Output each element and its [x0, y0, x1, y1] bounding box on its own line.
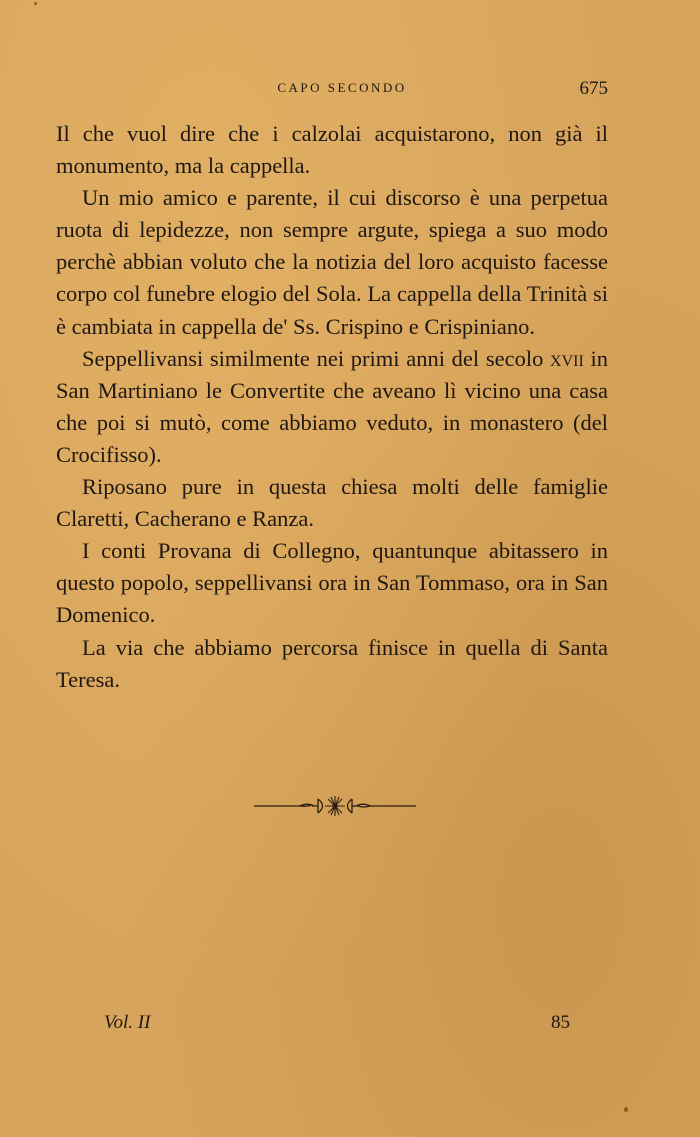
- paragraph-3-start: Seppellivansi similmente nei primi anni del secolo: [82, 345, 551, 371]
- century-numeral: xvii: [550, 345, 584, 371]
- paragraph-3: [56, 343, 608, 471]
- paper-speck: [624, 1107, 628, 1112]
- signature-mark: 85: [551, 1012, 570, 1033]
- paragraph-4: Riposano pure in questa chiesa molti delle famiglie Claretti, Cacherano e Ranza.: [56, 474, 608, 532]
- body-text: [56, 118, 608, 696]
- volume-label: Vol. II: [104, 1012, 151, 1033]
- page-number: 675: [579, 78, 608, 99]
- page-header: [56, 78, 608, 100]
- decorative-rule-icon: [252, 793, 418, 819]
- running-head: CAPO SECONDO: [277, 80, 407, 95]
- paragraph-3-end: in San Martiniano le Convertite che aveano lì vicino una casa che poi si mutò, come abbiamo veduto, in monastero (del Crocifisso).: [56, 345, 608, 467]
- paragraph-5: I conti Provana di Collegno, quantunque abitassero in questo popolo, seppellivansi ora in San Tommaso, ora in San Domenico.: [56, 538, 608, 628]
- paragraph-6: La via che abbiamo percorsa finisce in quella di Santa Teresa.: [56, 634, 608, 692]
- paragraph-2: Un mio amico e parente, il cui discorso è una perpetua ruota di lepidezze, non sempre argute, spiega a suo modo perchè abbian voluto che la notizia del loro acquisto facesse corpo col funebre elogio del Sola. La cappella della Trinità si è cambiata in cappella de' Ss. Crispino e Crispiniano.: [56, 185, 608, 339]
- paragraph-1: Il che vuol dire che i calzolai acquistarono, non già il monumento, ma la cappella.: [56, 121, 608, 179]
- page-footer: [104, 1012, 570, 1036]
- paper-speck: [34, 2, 37, 5]
